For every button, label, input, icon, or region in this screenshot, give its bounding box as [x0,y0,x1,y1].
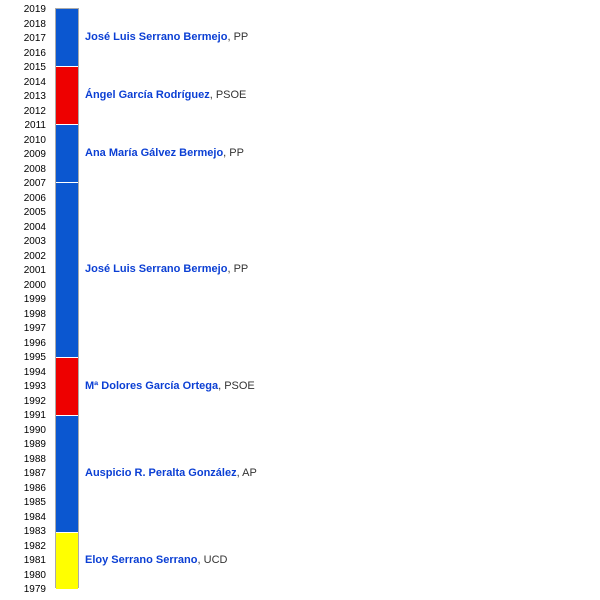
year-axis-label: 1982 [23,540,46,552]
year-axis-label: 2004 [23,221,46,233]
timeline-segment [56,533,78,589]
year-axis-label: 1995 [23,352,46,363]
year-axis-label: 2009 [23,149,46,160]
term-label: José Luis Serrano Bermejo, PP [85,263,249,275]
term-party-name: PP [233,263,249,275]
term-person-name[interactable]: Mª Dolores García Ortega [85,379,219,392]
term-party-name: AP [242,467,257,479]
year-axis-label: 2007 [23,178,46,189]
year-axis-label: 1991 [23,410,46,421]
year-axis-label: 2011 [24,120,46,131]
year-axis-label: 1985 [23,497,46,508]
term-person-name[interactable]: Ángel García Rodríguez [85,88,210,101]
year-axis-label: 1986 [23,482,46,494]
year-axis-label: 1997 [23,323,46,334]
term-party-name: PP [229,146,244,159]
year-axis-label: 1979 [23,584,46,595]
year-axis-label: 2014 [23,76,46,88]
year-axis-label: 2001 [23,265,46,276]
year-axis-label: 2010 [23,134,46,146]
term-label: Auspicio R. Peralta González, AP [85,467,257,479]
year-axis-label: 2016 [23,47,46,59]
term-label: Mª Dolores García Ortega, PSOE [85,379,255,392]
timeline-segment [56,125,78,182]
year-axis-label: 1988 [23,453,46,465]
term-person-name[interactable]: Auspicio R. Peralta González [85,467,237,479]
term-label: Eloy Serrano Serrano, UCD [85,554,228,566]
term-label: José Luis Serrano Bermejo, PP [85,30,249,43]
year-axis-label: 1980 [23,569,46,581]
timeline-segment [56,358,78,415]
year-axis-label: 1984 [23,511,46,523]
year-axis-label: 2002 [23,250,46,262]
year-axis-label: 2003 [23,236,46,247]
year-axis-label: 1990 [23,424,46,436]
year-axis-label: 1981 [23,555,46,566]
year-axis-label: 1989 [23,439,46,450]
year-axis-label: 2018 [23,18,46,30]
year-axis-label: 2005 [23,207,46,218]
term-label: Ana María Gálvez Bermejo, PP [85,146,244,159]
timeline-segment [56,67,78,124]
year-axis-label: 2017 [23,33,46,44]
year-axis-label: 1996 [23,337,46,349]
year-axis-label: 1992 [23,395,46,407]
term-person-name[interactable]: Ana María Gálvez Bermejo [85,146,224,159]
term-party-name: PP [233,30,249,43]
year-axis-label: 1999 [23,294,46,305]
year-axis-label: 1993 [23,381,46,392]
timeline-segment [56,9,78,66]
timeline-segment [56,416,78,532]
year-axis-label: 1994 [23,366,46,378]
timeline-segment [56,183,78,357]
term-party-name: UCD [203,554,228,566]
term-person-name[interactable]: José Luis Serrano Bermejo [85,30,228,43]
timeline-bar-column [55,8,79,588]
year-axis-label: 2013 [23,91,46,102]
term-person-name[interactable]: Eloy Serrano Serrano [85,554,198,566]
term-party-name: PSOE [224,379,255,392]
year-axis-label: 2015 [23,62,46,73]
term-person-name[interactable]: José Luis Serrano Bermejo [85,263,228,275]
term-party-name: PSOE [215,88,247,101]
year-axis-label: 2000 [23,279,46,291]
year-axis-label: 1998 [23,308,46,320]
year-axis-label: 1987 [23,468,46,479]
year-axis-label: 2006 [23,192,46,204]
year-axis-label: 2008 [23,163,46,175]
term-label: Ángel García Rodríguez, PSOE [85,88,247,101]
year-axis-label: 2019 [23,4,46,15]
year-axis-label: 2012 [23,105,46,117]
year-axis-label: 1983 [23,526,46,537]
